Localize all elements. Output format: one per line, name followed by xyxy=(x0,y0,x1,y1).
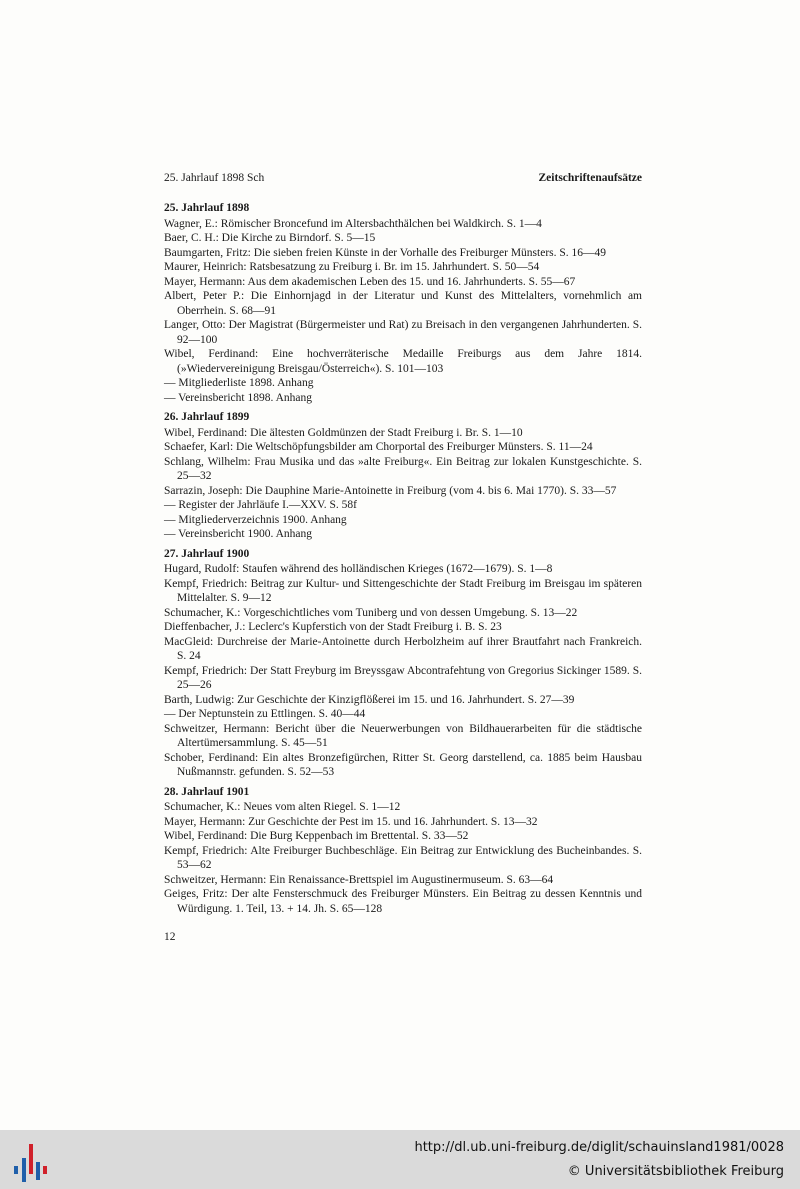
permalink-url[interactable]: http://dl.ub.uni-freiburg.de/diglit/schauinsland1981/0028 xyxy=(414,1140,784,1155)
bibliography-entry: — Der Neptunstein zu Ettlingen. S. 40—44 xyxy=(164,708,366,720)
volume-title: 28. Jahrlauf 1901 xyxy=(164,785,250,798)
header-left: 25. Jahrlauf 1898 Sch xyxy=(164,172,265,184)
bibliography-entry: Albert, Peter P.: Die Einhornjagd in der Literatur und Kunst des Mittelalters, vornehmlich am Oberrhein. S. 68—91 xyxy=(164,290,642,317)
bibliography-entry: Schaefer, Karl: Die Weltschöpfungsbilder am Chorportal des Freiburger Münsters. S. 11—24 xyxy=(164,441,593,453)
bibliography-entry: Langer, Otto: Der Magistrat (Bürgermeister und Rat) zu Breisach in den vergangenen Jahrhunderten. S. 92—100 xyxy=(164,319,642,346)
bibliography-entry: Kempf, Friedrich: Beitrag zur Kultur- und Sittengeschichte der Stadt Freiburg im Breisgau im späteren Mittelalter. S. 9—12 xyxy=(164,577,642,604)
ub-freiburg-logo-icon xyxy=(12,1138,54,1182)
bibliography-entry: Mayer, Hermann: Zur Geschichte der Pest im 15. und 16. Jahrhundert. S. 13—32 xyxy=(164,815,538,828)
bibliography-entry: Schober, Ferdinand: Ein altes Bronzefigürchen, Ritter St. Georg darstellend, ca. 1885 beim Hausbau Nußmannstr. gefunden. S. 52—53 xyxy=(164,751,642,778)
bibliography-entry: Dieffenbacher, J.: Leclerc's Kupferstich von der Stadt Freiburg i. B. S. 23 xyxy=(164,621,502,633)
volume-section xyxy=(164,547,642,780)
bibliography-entry: Schumacher, K.: Neues vom alten Riegel. S. 1—12 xyxy=(164,801,401,813)
volume-section xyxy=(164,785,642,917)
bibliography-entry: — Mitgliederliste 1898. Anhang xyxy=(164,377,314,389)
footer-bar xyxy=(0,1130,800,1189)
bibliography-entry: Maurer, Heinrich: Ratsbesatzung zu Freiburg i. Br. im 15. Jahrhundert. S. 50—54 xyxy=(164,261,540,273)
running-header xyxy=(164,171,642,185)
page-number: 12 xyxy=(164,931,176,943)
bibliography-entry: Mayer, Hermann: Aus dem akademischen Leben des 15. und 16. Jahrhunderts. S. 55—67 xyxy=(164,275,576,288)
bibliography-entry: Schumacher, K.: Vorgeschichtliches vom Tuniberg und von dessen Umgebung. S. 13—22 xyxy=(164,606,578,619)
bibliography-entry: — Vereinsbericht 1898. Anhang xyxy=(164,391,312,404)
bibliography-entry: — Mitgliederverzeichnis 1900. Anhang xyxy=(164,513,347,526)
bibliography-entry: Sarrazin, Joseph: Die Dauphine Marie-Antoinette in Freiburg (vom 4. bis 6. Mai 1770). S. 33—57 xyxy=(164,484,617,497)
bibliography-entry: Kempf, Friedrich: Alte Freiburger Buchbeschläge. Ein Beitrag zur Entwicklung des Bucheinbandes. S. 53—62 xyxy=(164,844,642,871)
bibliography-list xyxy=(164,201,642,921)
bibliography-entry: Schweitzer, Hermann: Ein Renaissance-Brettspiel im Augustinermuseum. S. 63—64 xyxy=(164,873,554,886)
volume-title: 25. Jahrlauf 1898 xyxy=(164,202,250,214)
bibliography-entry: Barth, Ludwig: Zur Geschichte der Kinzigflößerei im 15. und 16. Jahrhundert. S. 27—39 xyxy=(164,693,575,706)
header-right: Zeitschriftenaufsätze xyxy=(538,172,642,184)
bibliography-entry: Kempf, Friedrich: Der Statt Freyburg im Breyssgaw Abcontrafehtung von Gregorius Sickinger 1589. S. 25—26 xyxy=(164,664,642,691)
bibliography-entry: Baumgarten, Fritz: Die sieben freien Künste in der Vorhalle des Freiburger Münsters. S. 16—49 xyxy=(164,246,607,259)
volume-section xyxy=(164,410,642,542)
bibliography-entry: Wibel, Ferdinand: Die Burg Keppenbach im Brettental. S. 33—52 xyxy=(164,830,469,842)
bibliography-entry: MacGleid: Durchreise der Marie-Antoinette durch Herbolzheim auf ihrer Brautfahrt nach Frankreich. S. 24 xyxy=(164,635,642,662)
bibliography-entry: Schweitzer, Hermann: Bericht über die Neuerwerbungen von Bildhauerarbeiten für die städtische Altertümersammlung. S. 45—51 xyxy=(164,722,642,749)
bibliography-entry: Wagner, E.: Römischer Broncefund im Altersbachthälchen bei Waldkirch. S. 1—4 xyxy=(164,217,542,230)
volume-title: 27. Jahrlauf 1900 xyxy=(164,547,250,560)
bibliography-entry: — Register der Jahrläufe I.—XXV. S. 58f xyxy=(164,499,358,511)
volume-section xyxy=(164,201,642,405)
bibliography-entry: — Vereinsbericht 1900. Anhang xyxy=(164,528,312,540)
bibliography-entry: Hugard, Rudolf: Staufen während des holländischen Krieges (1672—1679). S. 1—8 xyxy=(164,563,553,575)
bibliography-entry: Geiges, Fritz: Der alte Fensterschmuck des Freiburger Münsters. Ein Beitrag zu dessen Kenntnis und Würdigung. 1. Teil, 13. + 14. Jh. S. 65—128 xyxy=(164,888,642,915)
volume-title: 26. Jahrlauf 1899 xyxy=(164,411,250,423)
copyright-notice: © Universitätsbibliothek Freiburg xyxy=(567,1164,784,1179)
bibliography-entry: Baer, C. H.: Die Kirche zu Birndorf. S. 5—15 xyxy=(164,232,376,244)
bibliography-entry: Schlang, Wilhelm: Frau Musika und das »alte Freiburg«. Ein Beitrag zur lokalen Kunstgeschichte. S. 25—32 xyxy=(164,455,642,482)
bibliography-entry: Wibel, Ferdinand: Eine hochverräterische Medaille Freiburgs aus dem Jahre 1814. (»Wiedervereinigung Breisgau/Österreich«). S. 101—103 xyxy=(164,348,642,375)
bibliography-entry: Wibel, Ferdinand: Die ältesten Goldmünzen der Stadt Freiburg i. Br. S. 1—10 xyxy=(164,426,523,439)
